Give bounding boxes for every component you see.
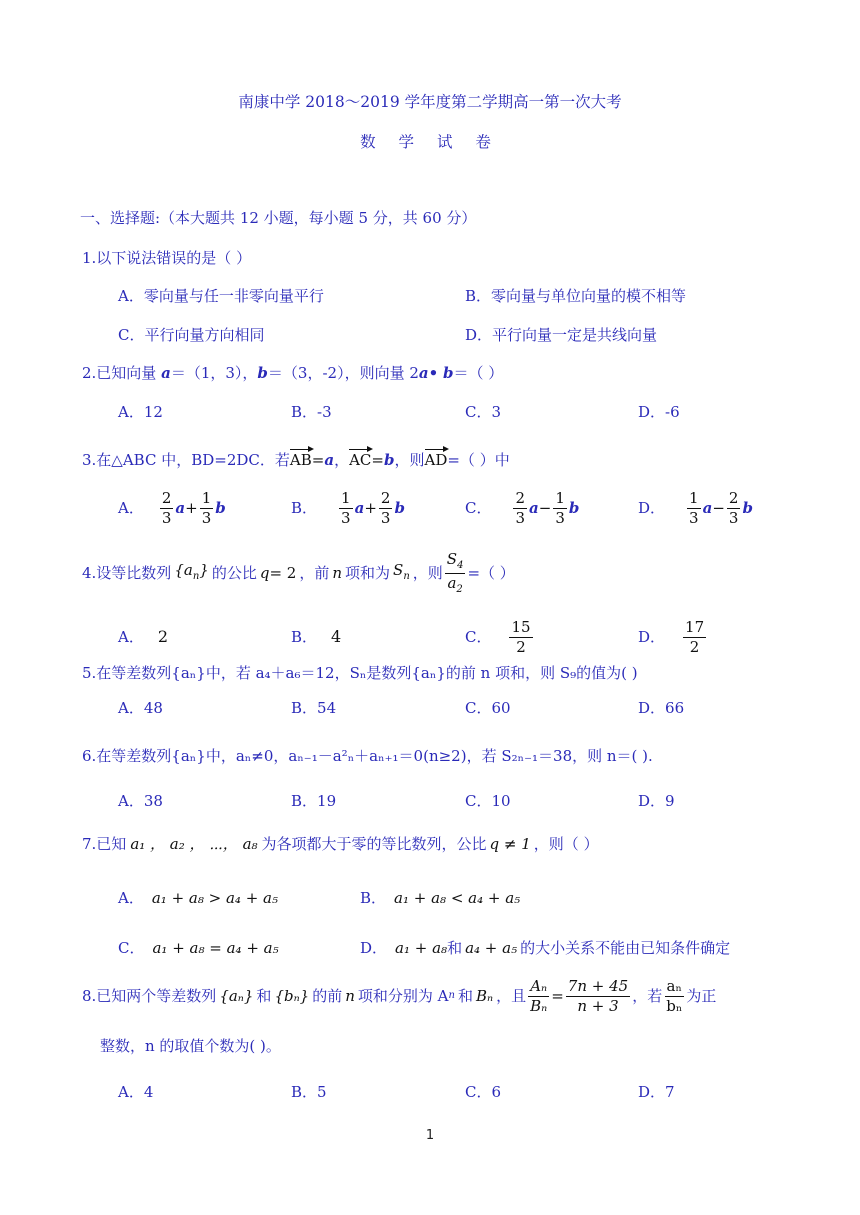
page-number: 1	[425, 1128, 435, 1143]
q5-option-b: B．54	[291, 699, 337, 717]
question-4-stem: 4.设等比数列 $\{a_n\}$ 的公比 q = 2 ，前 n 项和为 $S_n$ ，则 $\frac{S_4}{a_2}$ =（ ）	[82, 549, 515, 595]
question-1-stem: 1.以下说法错误的是（ ）	[82, 249, 252, 267]
q3-option-a: A． $\frac{2}{3}$ a + $\frac{1}{3}$ b	[118, 488, 226, 527]
question-5-stem: 5.在等差数列{aₙ}中，若 a₄＋a₆＝12，Sₙ是数列{aₙ}的前 n 项和，则 S₉的值为( )	[82, 664, 638, 682]
q6-option-c: C．10	[465, 792, 511, 810]
q5-option-c: C．60	[465, 699, 511, 717]
q7-option-a: A． a₁ + a₈ > a₄ + a₅	[118, 889, 278, 907]
q4-option-c: C． $\frac{15}{2}$	[465, 617, 531, 656]
q8-option-b: B．5	[291, 1083, 327, 1101]
q7-option-d: D． a₁ + a₈和 a₄ + a₅ 的大小关系不能由已知条件确定	[360, 939, 731, 957]
fraction: $\frac{2}{3}$	[728, 488, 739, 527]
q2-option-c: C．3	[465, 403, 502, 421]
fraction: $\frac{2}{3}$	[515, 488, 526, 527]
fraction: $\frac{2}{3}$	[380, 488, 391, 527]
q6-option-a: A．38	[118, 792, 163, 810]
fraction: $\frac{7n + 45}{n + 3}$	[567, 976, 629, 1015]
q6-option-b: B．19	[291, 792, 337, 810]
q2-option-a: A．12	[118, 403, 163, 421]
q5-option-a: A．48	[118, 699, 163, 717]
q1-option-a: A．零向量与任一非零向量平行	[118, 287, 324, 305]
fraction: $\frac{\text{aₙ}}{\text{bₙ}}$	[666, 976, 683, 1015]
fraction: $\frac{15}{2}$	[511, 617, 531, 656]
q6-option-d: D．9	[638, 792, 675, 810]
fraction: $\frac{1}{3}$	[689, 488, 699, 527]
q1-option-b: B．零向量与单位向量的模不相等	[465, 287, 687, 305]
section-heading: 一、选择题:（本大题共 12 小题，每小题 5 分，共 60 分）	[80, 209, 477, 227]
q5-option-d: D．66	[638, 699, 685, 717]
question-3-stem: 3.在△ABC 中，BD=2DC．若AB=a，AC=b，则AD=（ ）中	[82, 451, 510, 469]
q7-option-c: C． a₁ + a₈ = a₄ + a₅	[118, 939, 279, 957]
q2-option-b: B．-3	[291, 403, 332, 421]
vector-ab: AB	[289, 451, 312, 469]
question-8-stem: 8.已知两个等差数列 {aₙ} 和 {bₙ} 的前 n 项和分别为 A n 和 Bₙ ，且 $\frac{\text{Aₙ}}{\text{Bₙ}}$ = $\frac{7n + 45}{n + 3}$ ，若 $\frac{\text{aₙ}}{\text{bₙ}}$ 为正	[82, 976, 717, 1015]
vector-ac: AC	[349, 451, 372, 469]
fraction: $\frac{1}{3}$	[555, 488, 565, 527]
q3-option-d: D． $\frac{1}{3}$ a − $\frac{2}{3}$ b	[638, 488, 753, 527]
fraction: $\frac{S_4}{a_2}$	[446, 549, 464, 595]
fraction: $\frac{17}{2}$	[685, 617, 705, 656]
fraction: $\frac{1}{3}$	[341, 488, 351, 527]
exam-title: 南康中学 2018～2019 学年度第二学期高一第一次大考	[238, 93, 622, 111]
q7-option-b: B． a₁ + a₈ < a₄ + a₅	[360, 889, 521, 907]
question-8-stem-continued: 整数，n 的取值个数为( )。	[100, 1037, 281, 1055]
fraction: $\frac{\text{Aₙ}}{\text{Bₙ}}$	[530, 976, 548, 1015]
question-6-stem: 6.在等差数列{aₙ}中，aₙ≠0，aₙ₋₁－a²ₙ＋aₙ₊₁＝0(n≥2)，若 S₂ₙ₋₁＝38，则 n＝( ).	[82, 747, 653, 765]
q1-option-c: C．平行向量方向相同	[118, 326, 265, 344]
q8-option-d: D．7	[638, 1083, 675, 1101]
q4-option-b: B． 4	[291, 627, 342, 646]
q4-option-d: D． $\frac{17}{2}$	[638, 617, 705, 656]
q3-option-b: B． $\frac{1}{3}$ a + $\frac{2}{3}$ b	[291, 488, 405, 527]
exam-subtitle: 数 学 试 卷	[360, 133, 500, 151]
question-2-stem: 2.已知向量 a＝（1，3），b＝（3，-2），则向量 2a• b＝（ ）	[82, 364, 504, 382]
q3-option-c: C． $\frac{2}{3}$ a − $\frac{1}{3}$ b	[465, 488, 580, 527]
fraction: $\frac{1}{3}$	[201, 488, 212, 527]
q2-option-d: D．-6	[638, 403, 680, 421]
q1-option-d: D．平行向量一定是共线向量	[465, 326, 658, 344]
q8-option-a: A．4	[118, 1083, 154, 1101]
question-7-stem: 7.已知 a₁ ， a₂ ， ⋯， a₈ 为各项都大于零的等比数列，公比 q ≠ 1 ，则（ ）	[82, 835, 599, 853]
q8-option-c: C．6	[465, 1083, 502, 1101]
q4-option-a: A． 2	[118, 627, 169, 646]
fraction: $\frac{2}{3}$	[161, 488, 172, 527]
vector-ad: AD	[424, 451, 448, 469]
